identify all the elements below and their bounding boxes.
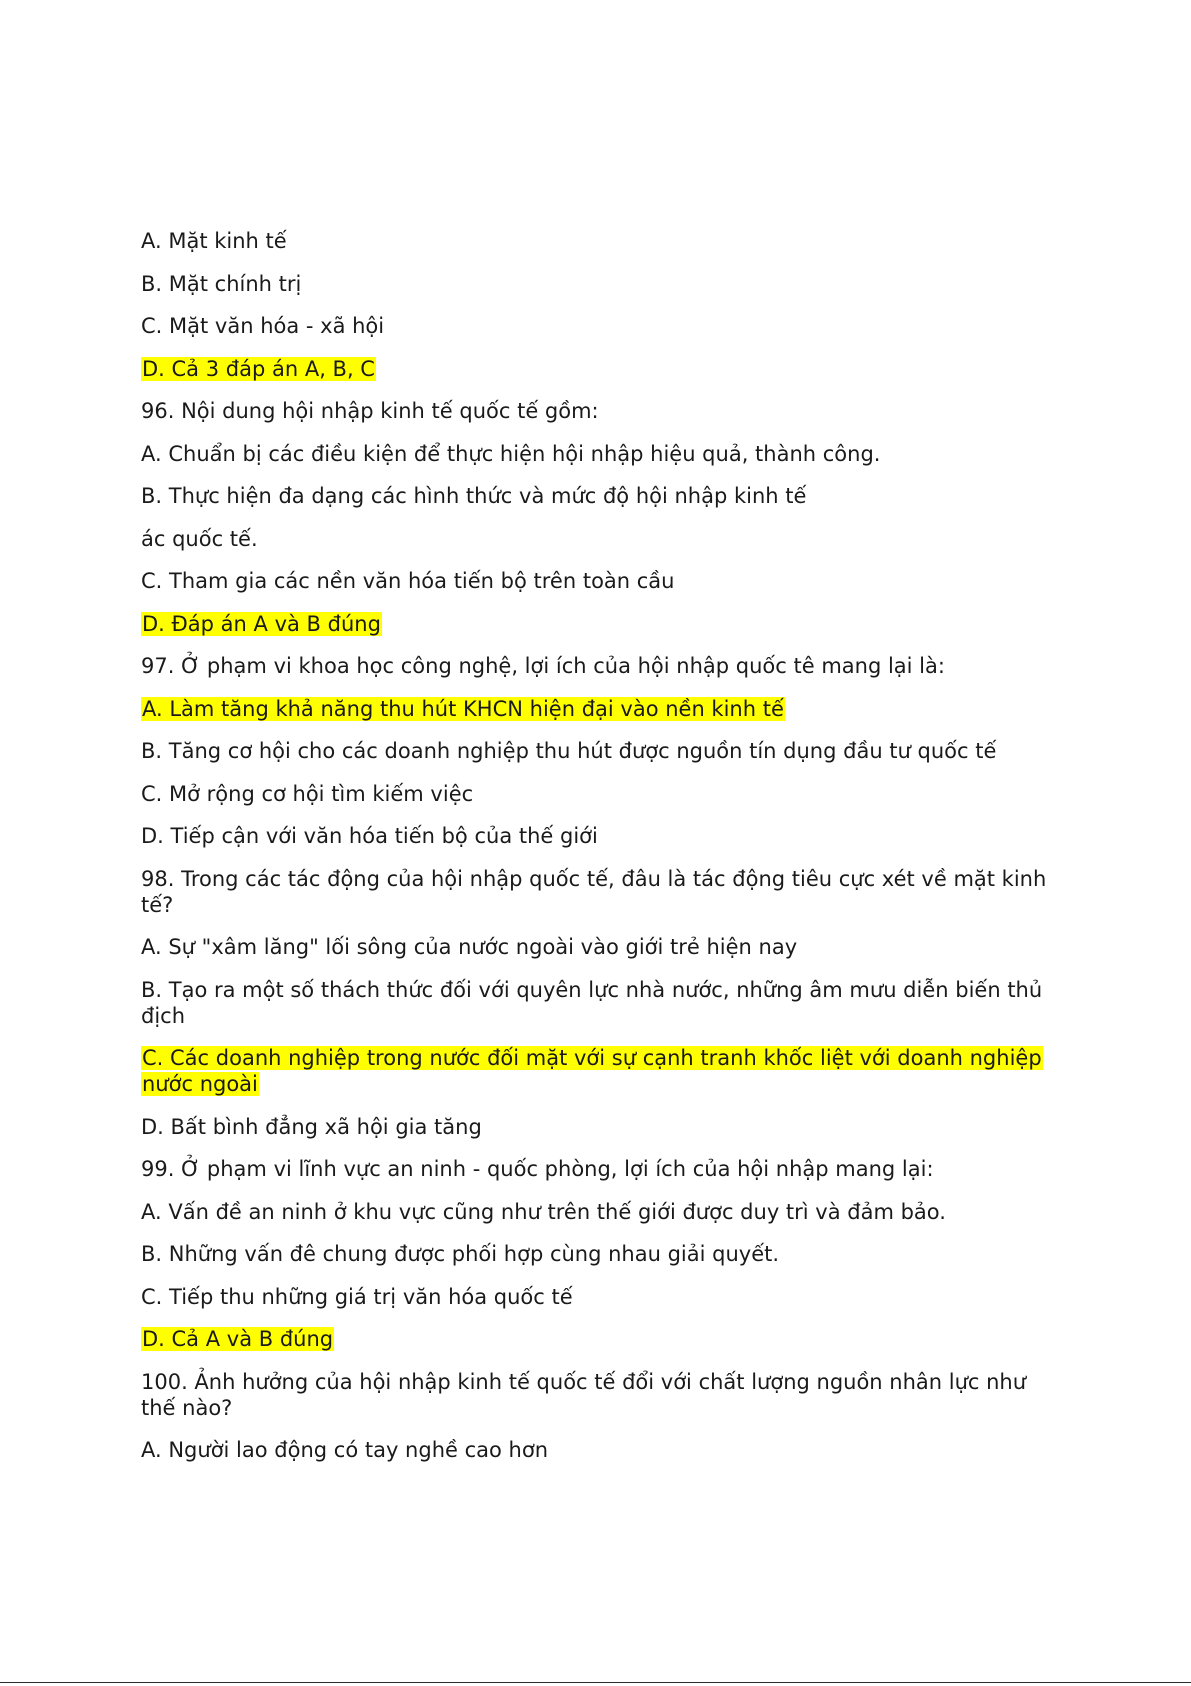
highlighted-answer: C. Các doanh nghiệp trong nước đối mặt với sự cạnh tranh khốc liệt với doanh nghiệp nước ngoài (142, 1046, 1042, 1096)
line-text: A. Sự "xâm lăng" lối sông của nước ngoài vào giới trẻ hiện nay (141, 935, 798, 959)
line-text: ác quốc tế. (141, 526, 258, 551)
line-text: B. Mặt chính trị (141, 271, 302, 296)
line-text: D. Tiếp cận với văn hóa tiến bộ của thế giới (141, 824, 598, 848)
line-text: 99. Ở phạm vi lĩnh vực an ninh - quốc phòng, lợi ích của hội nhập mang lại: (141, 1157, 934, 1181)
line-text: C. Mở rộng cơ hội tìm kiếm việc (141, 781, 474, 806)
option-line (141, 568, 1061, 594)
question-line (141, 653, 1061, 679)
option-line (141, 313, 1061, 339)
line-text: C. Mặt văn hóa - xã hội (141, 314, 385, 338)
line-text: A. Vấn đề an ninh ở khu vực cũng như trên thế giới được duy trì và đảm bảo. (141, 1199, 946, 1224)
line-text: A. Người lao động có tay nghề cao hơn (141, 1438, 548, 1462)
question-line (141, 866, 1061, 918)
option-line (141, 228, 1061, 254)
line-text: B. Những vấn đê chung được phối hợp cùng nhau giải quyết. (141, 1242, 780, 1266)
option-line (141, 1199, 1061, 1225)
answer-line (141, 1045, 1061, 1097)
line-text: B. Tăng cơ hội cho các doanh nghiệp thu hút được nguồn tín dụng đầu tư quốc tế (141, 739, 997, 763)
option-line (141, 738, 1061, 764)
line-text: 97. Ở phạm vi khoa học công nghệ, lợi ích của hội nhập quốc tê mang lại là: (141, 654, 945, 678)
answer-line (141, 356, 1061, 382)
line-text: B. Tạo ra một số thách thức đối với quyên lực nhà nước, những âm mưu diễn biến thủ địch (141, 977, 1043, 1028)
answer-line (141, 1326, 1061, 1352)
line-text: C. Tham gia các nền văn hóa tiến bộ trên toàn cầu (141, 569, 675, 593)
option-line (141, 977, 1061, 1029)
answer-line (141, 611, 1061, 637)
option-line (141, 781, 1061, 807)
line-text: A. Chuẩn bị các điều kiện để thực hiện hội nhập hiệu quả, thành công. (141, 441, 881, 466)
option-line (141, 526, 1061, 552)
line-text: B. Thực hiện đa dạng các hình thức và mức độ hội nhập kinh tế (141, 484, 807, 508)
highlighted-answer: D. Cả 3 đáp án A, B, C (142, 356, 375, 381)
document-page (141, 228, 1061, 1480)
option-line (141, 934, 1061, 960)
option-line (141, 1114, 1061, 1140)
option-line (141, 823, 1061, 849)
highlighted-answer: D. Đáp án A và B đúng (142, 611, 381, 636)
option-line (141, 441, 1061, 467)
line-text: 98. Trong các tác động của hội nhập quốc tế, đâu là tác động tiêu cực xét về mặt kinh tế? (141, 866, 1047, 917)
line-text: C. Tiếp thu những giá trị văn hóa quốc tế (141, 1284, 573, 1309)
highlighted-answer: A. Làm tăng khả năng thu hút KHCN hiện đại vào nền kinh tế (142, 696, 784, 721)
line-text: A. Mặt kinh tế (141, 229, 287, 253)
option-line (141, 1437, 1061, 1463)
line-text: 100. Ảnh hưởng của hội nhập kinh tế quốc tế đổi với chất lượng nguồn nhân lực như thế nào? (141, 1369, 1027, 1420)
option-line (141, 1241, 1061, 1267)
highlighted-answer: D. Cả A và B đúng (142, 1327, 334, 1351)
question-line (141, 1156, 1061, 1182)
question-line (141, 398, 1061, 424)
option-line (141, 271, 1061, 297)
question-line (141, 1369, 1061, 1421)
option-line (141, 483, 1061, 509)
line-text: 96. Nội dung hội nhập kinh tế quốc tế gồm: (141, 399, 599, 423)
option-line (141, 1284, 1061, 1310)
page-bottom-edge (0, 1682, 1191, 1686)
answer-line (141, 696, 1061, 722)
line-text: D. Bất bình đẳng xã hội gia tăng (141, 1114, 482, 1139)
